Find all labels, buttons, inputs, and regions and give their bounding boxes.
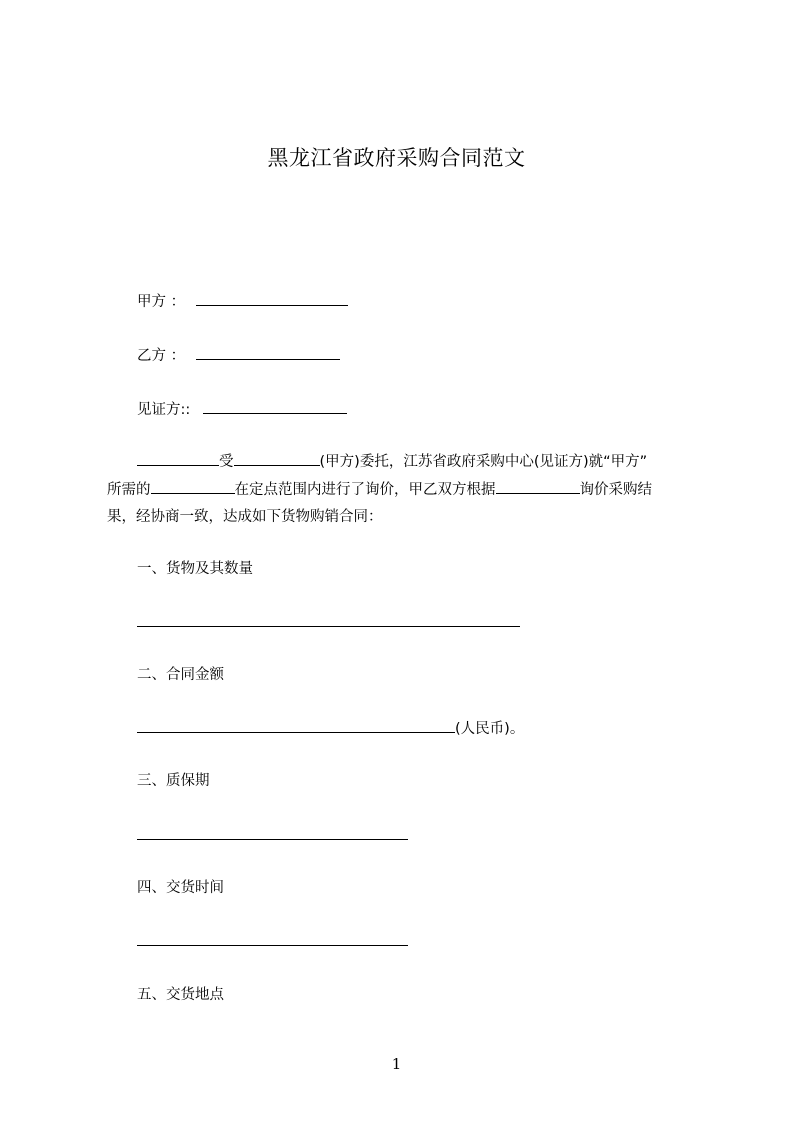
intro-blank-4 bbox=[496, 479, 580, 494]
party-b-blank bbox=[196, 345, 340, 360]
page-number: 1 bbox=[391, 1055, 402, 1073]
witness-blank bbox=[203, 399, 347, 414]
intro-blank-1 bbox=[137, 451, 219, 466]
section-2-suffix: (人民币)。 bbox=[455, 721, 525, 737]
document-title: 黑龙江省政府采购合同范文 bbox=[267, 146, 526, 170]
section-3-heading: 三、质保期 bbox=[137, 773, 210, 789]
section-2-amount-row bbox=[137, 718, 524, 739]
section-5-heading: 五、交货地点 bbox=[137, 987, 224, 1003]
section-1-heading: 一、货物及其数量 bbox=[137, 561, 253, 577]
intro-line-3: 果，经协商一致，达成如下货物购销合同： bbox=[107, 509, 383, 525]
section-3-blank-line bbox=[137, 839, 408, 840]
section-2-heading: 二、合同金额 bbox=[137, 667, 224, 683]
intro-text-2: 在定点范围内进行了询价，甲乙双方根据 bbox=[234, 482, 496, 498]
section-4-blank-line bbox=[137, 945, 408, 946]
section-2-blank-line bbox=[137, 718, 455, 733]
party-a-label: 甲方 ： bbox=[137, 294, 186, 310]
intro-text-1: (甲方)委托，江苏省政府采购中心(见证方)就“甲方” bbox=[319, 454, 648, 470]
section-1-blank-line bbox=[137, 626, 520, 627]
section-4-heading: 四、交货时间 bbox=[137, 880, 224, 896]
witness-row bbox=[137, 399, 347, 420]
party-a-row bbox=[137, 291, 348, 312]
intro-line-1 bbox=[137, 451, 647, 472]
intro-shou: 受 bbox=[219, 454, 234, 470]
intro-suoxu: 所需的 bbox=[107, 482, 151, 498]
intro-blank-2 bbox=[234, 451, 320, 466]
witness-label: 见证方:: bbox=[137, 402, 191, 418]
intro-blank-3 bbox=[151, 479, 235, 494]
party-b-label: 乙方 ： bbox=[137, 348, 186, 364]
party-b-row bbox=[137, 345, 340, 366]
intro-line-2 bbox=[107, 479, 652, 500]
party-a-blank bbox=[196, 291, 348, 306]
intro-text-3: 询价采购结 bbox=[579, 482, 652, 498]
